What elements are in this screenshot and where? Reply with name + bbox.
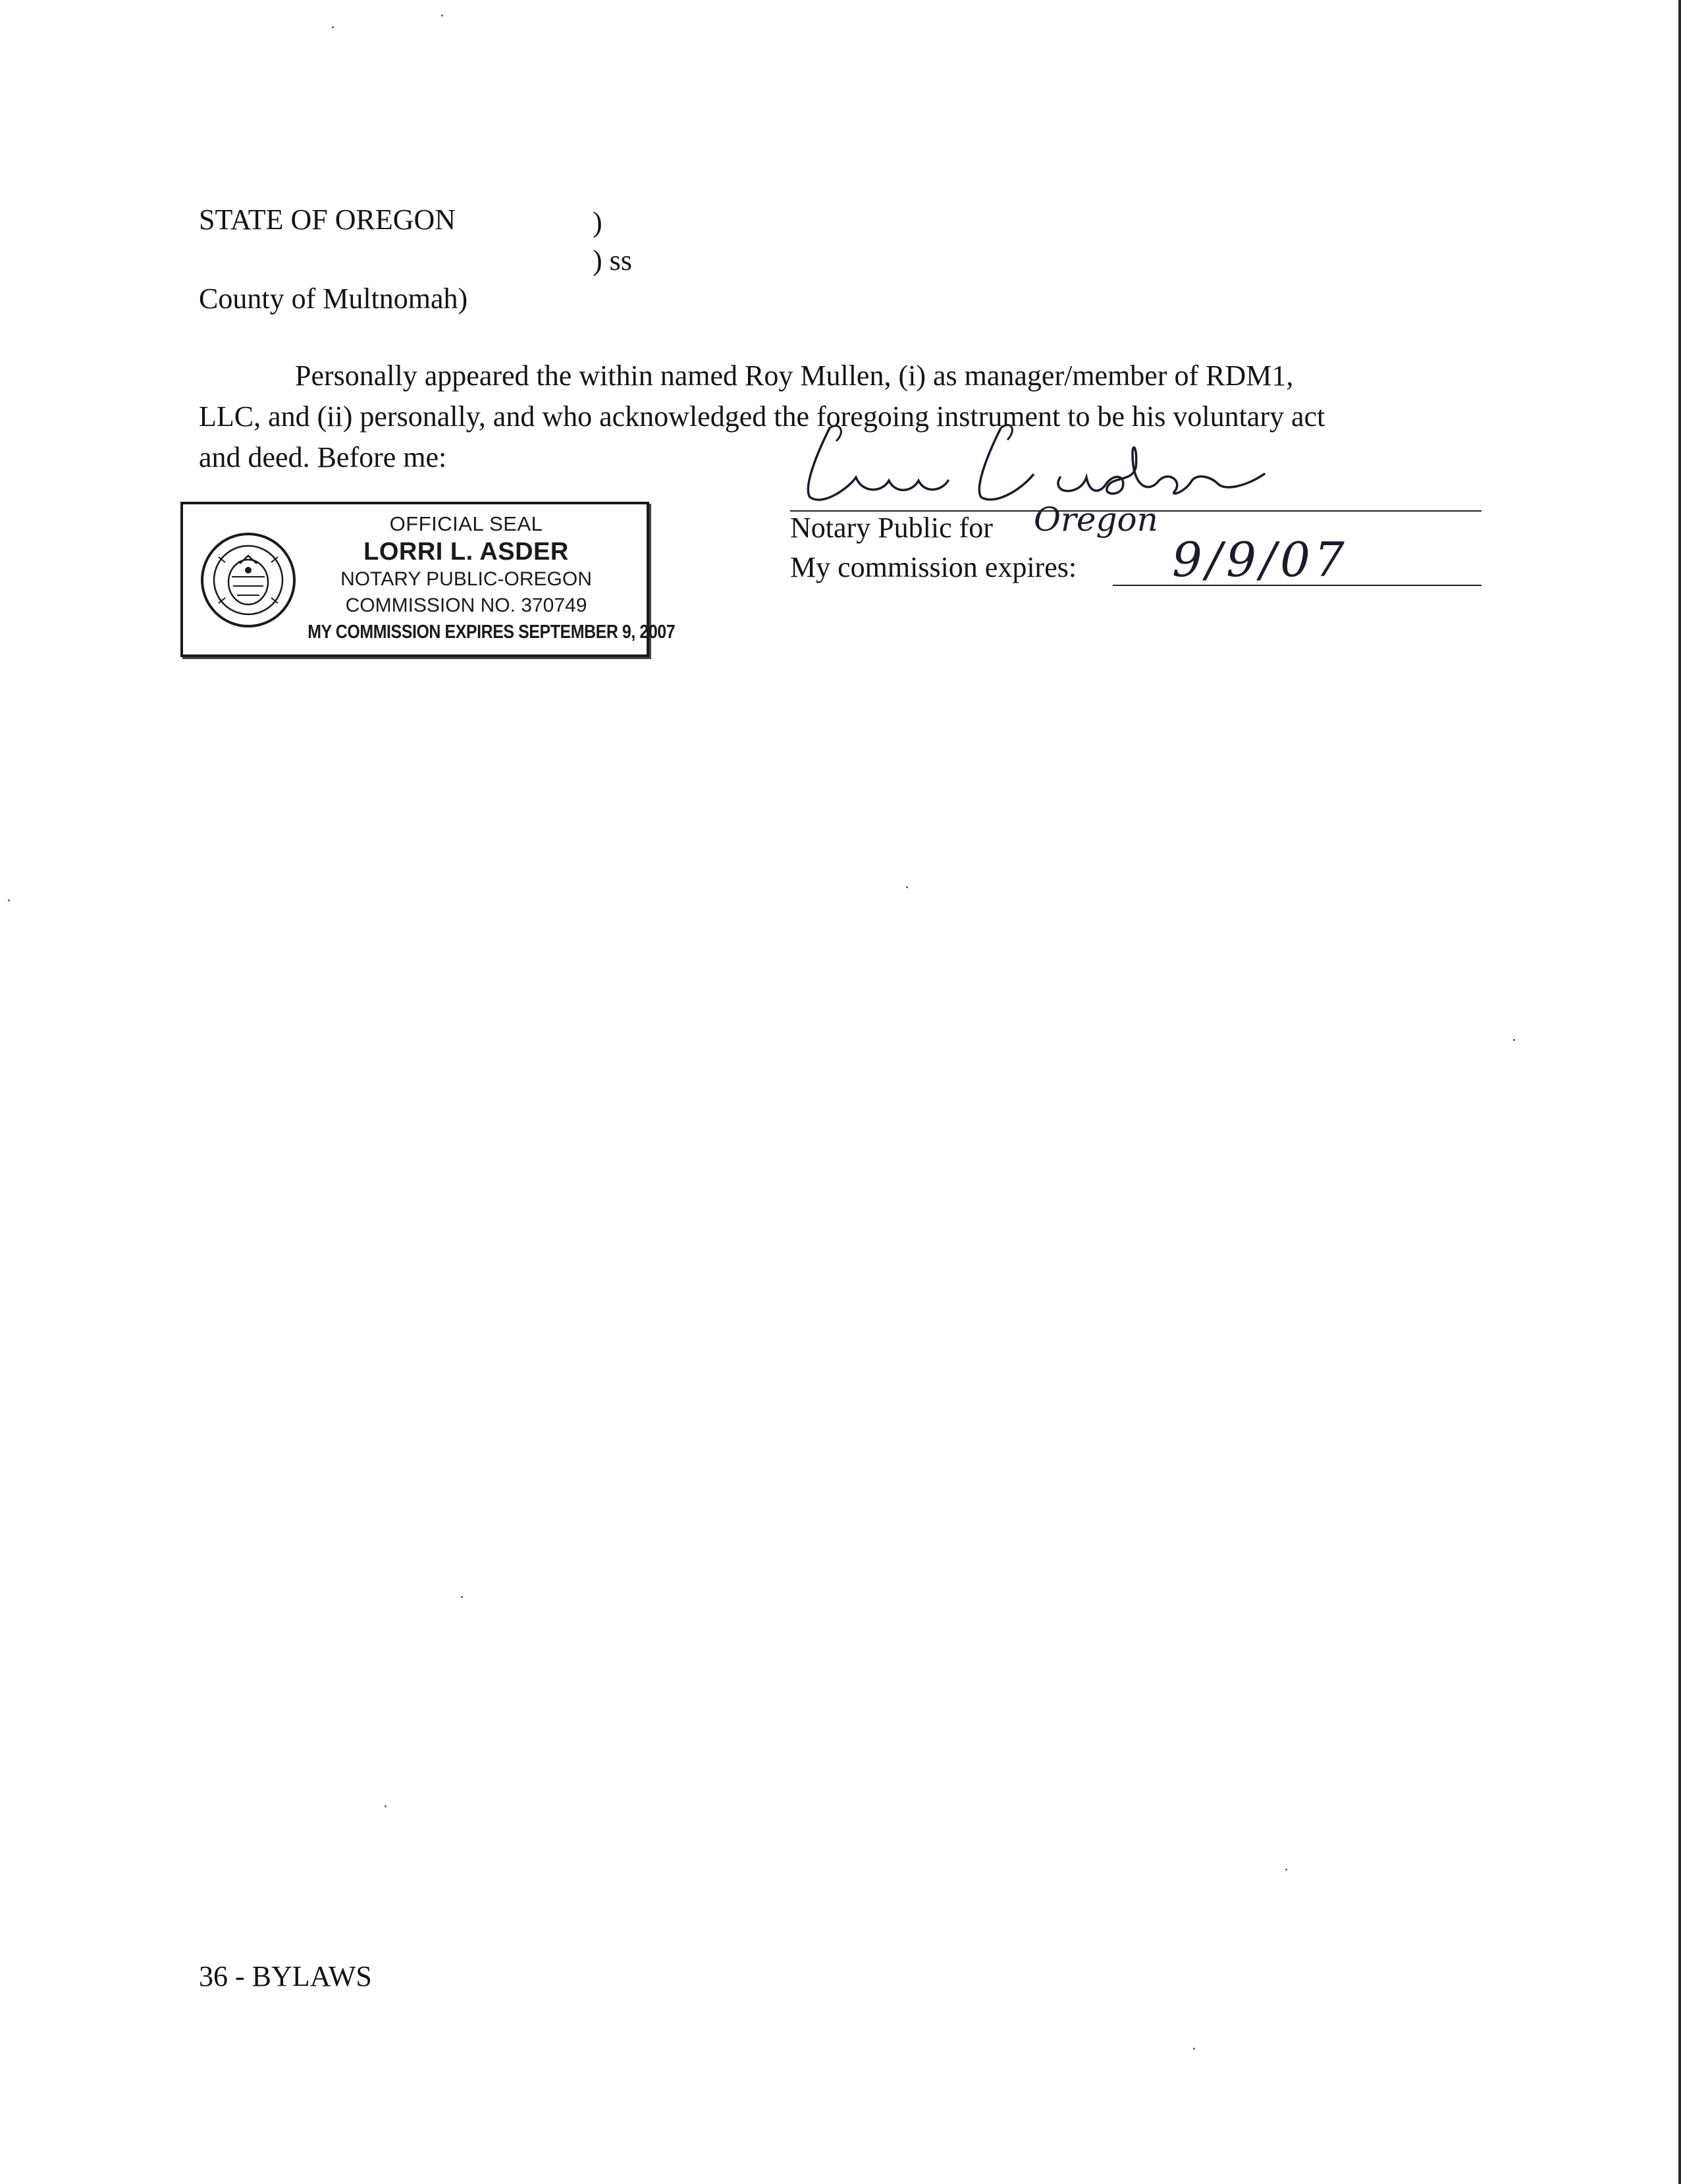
scan-speck (332, 26, 334, 28)
venue-paren: ) (593, 206, 602, 238)
seal-commission-number: COMMISSION NO. 370749 (345, 595, 587, 616)
scan-speck (8, 899, 10, 901)
official-seal-stamp (180, 502, 676, 657)
commission-expires-label: My commission expires: (790, 551, 1077, 583)
notary-signature (790, 415, 1277, 514)
notary-public-label: Notary Public for (790, 512, 993, 544)
expires-date-handwritten: 9/9/07 (1172, 532, 1348, 587)
scan-speck (385, 1805, 387, 1807)
page-footer-label: 36 - BYLAWS (199, 1960, 372, 1992)
county-label: County of Multnomah) (199, 282, 468, 315)
scan-edge-shadow (1678, 0, 1681, 2184)
seal-notary-public: NOTARY PUBLIC-OREGON (340, 568, 592, 590)
state-label: STATE OF OREGON (199, 203, 456, 236)
seal-notary-name: LORRI L. ASDER (363, 538, 569, 566)
acknowledgment-line-2: LLC, and (ii) personally, and who acknowledged the foregoing instrument to be his voluntary act (199, 400, 1325, 433)
scan-speck (441, 14, 443, 16)
ss-label: ) ss (593, 244, 632, 277)
scan-speck (1285, 1869, 1287, 1871)
scan-speck (1513, 1039, 1515, 1041)
seal-title: OFFICIAL SEAL (389, 512, 543, 535)
scan-speck (1193, 2048, 1195, 2050)
scan-speck (906, 886, 908, 888)
acknowledgment-line-3: and deed. Before me: (199, 441, 447, 473)
notary-state-handwritten: Oregon (1034, 500, 1158, 539)
acknowledgment-line-1: Personally appeared the within named Roy Mullen, (i) as manager/member of RDM1, (295, 360, 1294, 392)
seal-commission-expires: MY COMMISSION EXPIRES SEPTEMBER 9, 2007 (307, 622, 676, 643)
scan-speck (461, 1596, 463, 1598)
